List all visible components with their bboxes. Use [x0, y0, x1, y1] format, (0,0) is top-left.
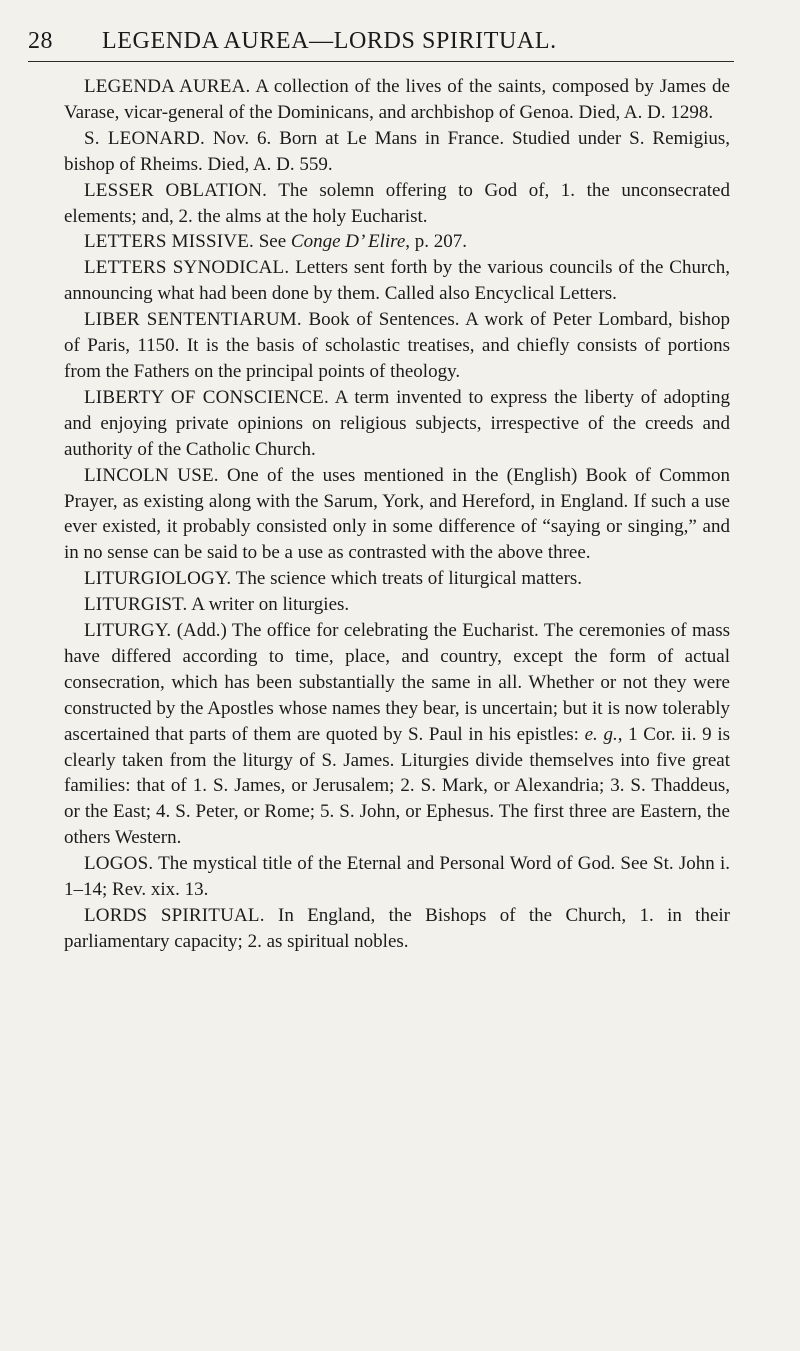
entry-italic-ref: e. g.: [584, 723, 618, 745]
entry-liturgiology: [64, 566, 730, 592]
entry-text: In England, the Bishops of the Church, 1. in their parliamentary capacity; 2. as spiritual nobles.: [64, 905, 730, 952]
entry-liturgy: [64, 618, 730, 851]
entry-term: S. LEONARD.: [84, 127, 205, 149]
entry-s-leonard: [64, 126, 730, 178]
entry-liturgist: [64, 592, 730, 618]
entry-term: LITURGY.: [84, 620, 172, 642]
page-number: 28: [28, 28, 53, 54]
entry-text: The mystical title of the Eternal and Personal Word of God. See St. John i. 1–14; Rev. xix. 13.: [64, 853, 730, 901]
entry-text: A collection of the lives of the saints, composed by James de Varase, vicar-general of the Dominicans, and archbishop of Genoa. Died, A. D. 1298.: [64, 76, 730, 123]
entry-term: LIBERTY OF CONSCIENCE.: [84, 386, 329, 408]
entry-italic-ref: Conge D’ Elire: [290, 231, 406, 253]
entry-text: See: [253, 231, 291, 253]
entry-liber-sententiarum: [64, 307, 730, 385]
entry-lesser-oblation: [64, 178, 730, 230]
entry-legenda-aurea: [64, 74, 730, 126]
page-header: [28, 28, 728, 64]
entry-letters-synodical: [64, 255, 730, 307]
entry-term: LEGENDA AUREA.: [84, 76, 251, 97]
entry-term: LOGOS.: [84, 853, 154, 875]
entry-term: LETTERS MISSIVE.: [84, 231, 254, 253]
entry-text: A writer on liturgies.: [187, 594, 350, 616]
entry-term: LIBER SENTENTIARUM.: [84, 309, 302, 331]
entry-lords-spiritual: [64, 903, 730, 955]
running-head: LEGENDA AUREA—LORDS SPIRITUAL.: [102, 28, 557, 54]
entry-letters-missive: [64, 229, 730, 255]
entry-text: One of the uses mentioned in the (English) Book of Common Prayer, as existing along with the Sarum, York, and Hereford, in England. If such a use ever existed, it probably consisted only in some difference of “saying or singing,” and in no sense can be said to be a use as contrasted with the above three.: [64, 464, 730, 564]
entry-logos: [64, 851, 730, 903]
entry-term: LITURGIST.: [84, 594, 188, 616]
entry-text-cont: , p. 207.: [405, 231, 468, 253]
entry-text: (Add.) The office for celebrating the Eucharist. The ceremonies of mass have differed according to time, place, and country, except the form of actual consecration, which has been substantially the same in all. Whether or not they were constructed by the Apostles whose names they bear, is uncertain; but it is now tolerably ascertained that parts of them are quoted by S. Paul in his epistles:: [64, 620, 730, 745]
entry-text: A term invented to express the liberty of adopting and enjoying private opinions on religious subjects, irrespective of the creeds and authority of the Catholic Church.: [64, 386, 730, 460]
entry-text: Nov. 6. Born at Le Mans in France. Studied under S. Remigius, bishop of Rheims. Died, A. D. 559.: [64, 127, 730, 175]
entry-text: The science which treats of liturgical matters.: [231, 568, 583, 590]
entry-term: LITURGIOLOGY.: [84, 568, 232, 590]
entry-liberty-of-conscience: [64, 385, 730, 463]
header-rule: [28, 61, 734, 62]
entry-term: LINCOLN USE.: [84, 464, 219, 486]
entry-term: LESSER OBLATION.: [84, 179, 268, 201]
entry-text: Book of Sentences. A work of Peter Lombard, bishop of Paris, 1150. It is the basis of scholastic treatises, and chiefly consists of portions from the Fathers on the principal points of theology.: [64, 309, 730, 382]
entry-text-cont: , 1 Cor. ii. 9 is clearly taken from the liturgy of S. James. Liturgies divide themselves into five great families: that of 1. S. James, or Jerusalem; 2. S. Mark, or Alexandria; 3. S. Thaddeus, or the East; 4. S. Peter, or Rome; 5. S. John, or Ephesus. The first three are Eastern, the others Western.: [64, 723, 730, 849]
entry-term: LETTERS SYNODICAL.: [84, 257, 290, 279]
dictionary-body: [64, 74, 730, 955]
entry-lincoln-use: [64, 463, 730, 567]
entry-text: Letters sent forth by the various councils of the Church, announcing what had been done by them. Called also Encyclical Letters.: [64, 257, 730, 305]
entry-term: LORDS SPIRITUAL.: [84, 905, 265, 926]
entry-text: The solemn offering to God of, 1. the unconsecrated elements; and, 2. the alms at the holy Eucharist.: [64, 179, 730, 227]
